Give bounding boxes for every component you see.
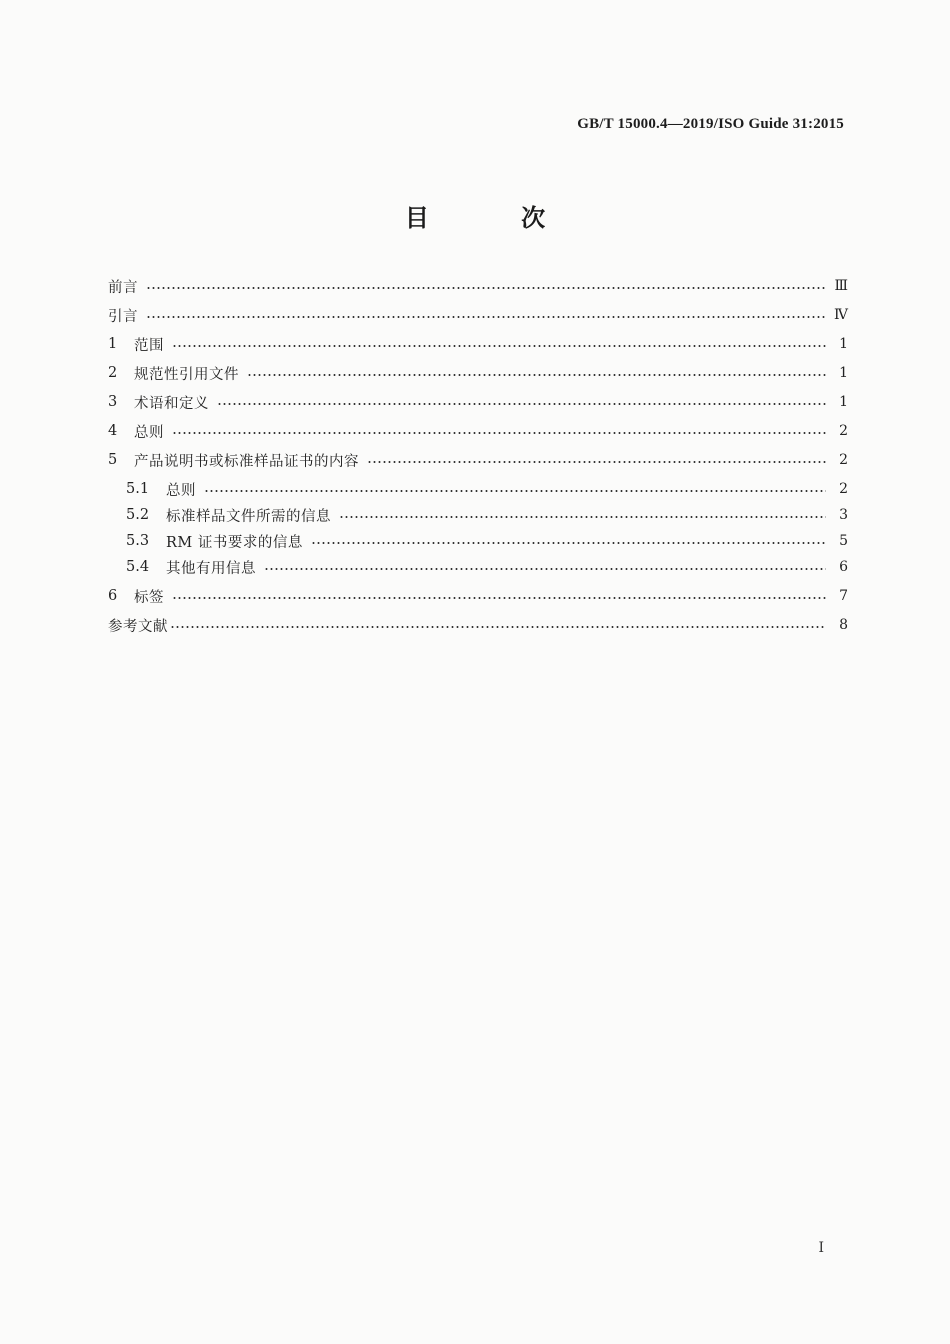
dot-leader <box>247 374 826 376</box>
toc-entry-number: 3 <box>108 394 118 410</box>
toc-entry-2[interactable] <box>108 362 848 384</box>
toc-entry-number: 5.3 <box>126 533 150 549</box>
toc-entry-page: 2 <box>839 423 848 439</box>
dot-leader <box>264 568 826 570</box>
toc-entry-number: 5.2 <box>126 507 150 523</box>
toc-entry-label: 规范性引用文件 <box>134 366 239 383</box>
dot-leader <box>172 597 826 599</box>
page-title: 目 次 <box>404 204 588 232</box>
toc-entry-4[interactable] <box>108 420 848 442</box>
toc-entry-foreword[interactable] <box>108 275 848 297</box>
toc-entry-1[interactable] <box>108 333 848 355</box>
toc-entry-number: 5 <box>108 452 118 468</box>
toc-entry-label: 范围 <box>134 337 164 354</box>
standard-number: GB/T 15000.4—2019/ISO Guide 31:2015 <box>577 116 844 132</box>
toc-entry-page: 2 <box>839 452 848 468</box>
dot-leader <box>170 626 826 628</box>
dot-leader <box>217 403 826 405</box>
toc-entry-label: 产品说明书或标准样品证书的内容 <box>134 453 359 470</box>
dot-leader <box>204 490 826 492</box>
toc-entry-page: Ⅲ <box>834 278 848 294</box>
dot-leader <box>146 287 826 289</box>
toc-entry-page: 1 <box>839 336 848 352</box>
toc-entry-label: 标签 <box>134 589 164 606</box>
toc-entry-number: 1 <box>108 336 118 352</box>
toc-entry-label: RM 证书要求的信息 <box>166 534 303 551</box>
toc-entry-label: 引言 <box>108 308 138 325</box>
toc-entry-5-4[interactable] <box>126 556 848 578</box>
toc-entry-number: 5.4 <box>126 559 150 575</box>
dot-leader <box>172 432 826 434</box>
toc-entry-3[interactable] <box>108 391 848 413</box>
dot-leader <box>146 316 826 318</box>
toc-entry-introduction[interactable] <box>108 304 848 326</box>
toc-entry-bibliography[interactable] <box>108 614 848 636</box>
dot-leader <box>311 542 826 544</box>
toc-entry-5-2[interactable] <box>126 504 848 526</box>
toc-entry-page: 5 <box>839 533 848 549</box>
toc-entry-label: 前言 <box>108 279 138 296</box>
toc-entry-number: 6 <box>108 588 118 604</box>
toc-entry-page: 1 <box>839 365 848 381</box>
toc-entry-6[interactable] <box>108 585 848 607</box>
toc-entry-label: 总则 <box>134 424 164 441</box>
dot-leader <box>367 461 826 463</box>
dot-leader <box>172 345 826 347</box>
toc-entry-label: 参考文献 <box>108 618 168 635</box>
toc-entry-number: 5.1 <box>126 481 150 497</box>
toc-entry-number: 2 <box>108 365 118 381</box>
toc-entry-label: 其他有用信息 <box>166 560 256 577</box>
toc-entry-page: Ⅳ <box>834 307 848 323</box>
toc-entry-page: 6 <box>839 559 848 575</box>
page-number: I <box>818 1240 824 1256</box>
toc-entry-page: 2 <box>839 481 848 497</box>
toc-entry-page: 3 <box>839 507 848 523</box>
toc-entry-label: 术语和定义 <box>134 395 209 412</box>
dot-leader <box>339 516 826 518</box>
toc-entry-page: 1 <box>839 394 848 410</box>
toc-entry-5[interactable] <box>108 449 848 471</box>
toc-entry-5-3[interactable] <box>126 530 848 552</box>
toc-entry-label: 标准样品文件所需的信息 <box>166 508 331 525</box>
toc-entry-number: 4 <box>108 423 118 439</box>
toc-entry-label: 总则 <box>166 482 196 499</box>
toc-entry-page: 8 <box>839 617 848 633</box>
toc-entry-5-1[interactable] <box>126 478 848 500</box>
toc-entry-page: 7 <box>839 588 848 604</box>
